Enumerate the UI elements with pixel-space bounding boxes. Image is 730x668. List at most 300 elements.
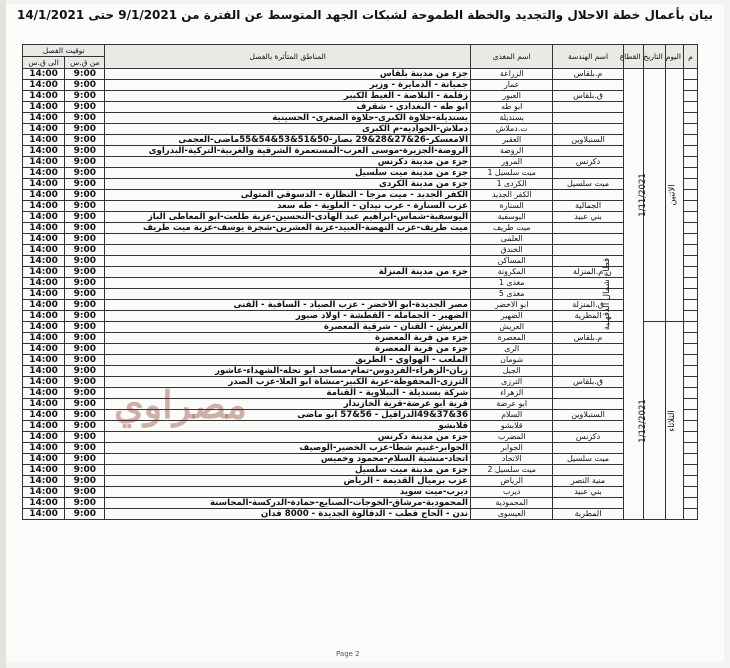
row-index-cell [683,179,697,190]
areas-cell [105,278,471,289]
feeder-cell: عمار [471,80,553,91]
row-index-cell [683,278,697,289]
feeder-cell: الكفر الجديد [471,190,553,201]
time-from-cell: 9:00 [65,355,105,366]
engineering-cell [553,278,623,289]
table-row [23,333,698,344]
row-index-cell [683,91,697,102]
feeder-cell: المعصرة [471,333,553,344]
row-index-cell [683,212,697,223]
areas-cell: شركة بسنديلة - البيلاوية - القنامة [105,388,471,399]
time-from-cell: 9:00 [65,278,105,289]
time-from-cell: 9:00 [65,245,105,256]
areas-cell: جزء من مدينة دكرنس [105,157,471,168]
time-to-cell: 14:00 [23,267,65,278]
row-index-cell [683,113,697,124]
feeder-cell: مغذى 5 [471,289,553,300]
time-from-cell: 9:00 [65,498,105,509]
time-from-cell: 9:00 [65,399,105,410]
table-row [23,234,698,245]
time-from-cell: 9:00 [65,135,105,146]
engineering-cell [553,80,623,91]
time-to-cell: 14:00 [23,421,65,432]
time-from-cell: 9:00 [65,69,105,80]
time-from-cell: 9:00 [65,179,105,190]
time-from-cell: 9:00 [65,454,105,465]
areas-cell: ديرب-ميت سويد [105,487,471,498]
feeder-cell: السلام [471,410,553,421]
areas-cell [105,245,471,256]
areas-cell: عزب برميال القديمة - الرياض [105,476,471,487]
row-index-cell [683,399,697,410]
header-date: التاريخ [643,45,665,69]
time-to-cell: 14:00 [23,80,65,91]
time-to-cell: 14:00 [23,399,65,410]
feeder-cell: ابو عرضة [471,399,553,410]
time-from-cell: 9:00 [65,476,105,487]
row-index-cell [683,300,697,311]
time-to-cell: 14:00 [23,410,65,421]
engineering-cell: م.المنزلة [553,267,623,278]
feeder-cell: ابو طه [471,102,553,113]
engineering-cell: م.بلقاس [553,69,623,80]
engineering-cell: السنبلاوين [553,135,623,146]
row-index-cell [683,201,697,212]
row-index-cell [683,146,697,157]
time-to-cell: 14:00 [23,113,65,124]
engineering-cell [553,355,623,366]
areas-cell: دملاش-الجواديه-م الكبرى [105,124,471,135]
time-to-cell: 14:00 [23,355,65,366]
table-row [23,212,698,223]
time-to-cell: 14:00 [23,333,65,344]
feeder-cell: الخندق [471,245,553,256]
time-from-cell: 9:00 [65,91,105,102]
feeder-cell: اليوسفية [471,212,553,223]
feeder-cell: العبور [471,91,553,102]
row-index-cell [683,476,697,487]
areas-cell: جزء من قرية المعصرة [105,344,471,355]
time-to-cell: 14:00 [23,388,65,399]
engineering-cell [553,421,623,432]
engineering-cell [553,443,623,454]
schedule-body [23,69,698,520]
table-row [23,454,698,465]
row-index-cell [683,355,697,366]
engineering-cell [553,234,623,245]
row-index-cell [683,454,697,465]
header-from: من ق.س [65,57,105,69]
engineering-cell [553,388,623,399]
feeder-cell: المساكن [471,256,553,267]
row-index-cell [683,333,697,344]
engineering-cell: بني عبيد [553,212,623,223]
areas-cell [105,256,471,267]
areas-cell: الامعسكر-26&27&28&29 بصار-50&51&53&54&55ماضى-العجمى [105,135,471,146]
feeder-cell: مغذى 1 [471,278,553,289]
time-to-cell: 14:00 [23,498,65,509]
areas-cell: العريش - القنان - شرقية المعصرة [105,322,471,333]
table-row [23,366,698,377]
time-to-cell: 14:00 [23,476,65,487]
time-from-cell: 9:00 [65,146,105,157]
table-row [23,245,698,256]
table-row [23,344,698,355]
time-to-cell: 14:00 [23,157,65,168]
time-from-cell: 9:00 [65,223,105,234]
table-row [23,146,698,157]
time-from-cell: 9:00 [65,267,105,278]
time-from-cell: 9:00 [65,168,105,179]
row-index-cell [683,234,697,245]
table-row [23,179,698,190]
engineering-cell [553,498,623,509]
time-to-cell: 14:00 [23,168,65,179]
time-from-cell: 9:00 [65,333,105,344]
engineering-cell: ميت سلسيل [553,454,623,465]
engineering-cell: دكرنس [553,432,623,443]
feeder-cell: العيسوى [471,509,553,520]
row-index-cell [683,80,697,91]
time-from-cell: 9:00 [65,388,105,399]
row-index-cell [683,432,697,443]
feeder-cell: شومان [471,355,553,366]
areas-cell: اليوسفية-شماس-ابراهيم عبد الهادى-التحسين-عزبة طلعت-ابو المعاطى الباز [105,212,471,223]
table-row [23,113,698,124]
feeder-cell: ميت طريف [471,223,553,234]
time-to-cell: 14:00 [23,135,65,146]
time-to-cell: 14:00 [23,190,65,201]
row-index-cell [683,245,697,256]
table-row [23,69,698,80]
feeder-cell: الكردى 1 [471,179,553,190]
row-index-cell [683,157,697,168]
time-to-cell: 14:00 [23,179,65,190]
row-index-cell [683,102,697,113]
table-row [23,443,698,454]
feeder-cell: العقبر [471,135,553,146]
table-row [23,168,698,179]
areas-cell: اتحاد-منشية السلام-محمود وخميس [105,454,471,465]
feeder-cell: ديرب [471,487,553,498]
table-row [23,498,698,509]
time-to-cell: 14:00 [23,234,65,245]
header-engineering: اسم الهندسة [553,45,623,69]
table-row [23,256,698,267]
areas-cell: الضهير - الجمامله - القطشة - اولاد صبور [105,311,471,322]
table-row [23,509,698,520]
areas-cell: جزء من مدينة ميت سلسيل [105,168,471,179]
engineering-cell [553,399,623,410]
table-row [23,311,698,322]
feeder-cell: قلابشو [471,421,553,432]
areas-cell: جزء من مدينة ميت سلسيل [105,465,471,476]
feeder-cell: الزهراء [471,388,553,399]
time-to-cell: 14:00 [23,124,65,135]
table-row [23,432,698,443]
engineering-cell: السنبلاوين [553,410,623,421]
row-index-cell [683,289,697,300]
areas-cell: ابو طه - البغدادي - شقرف [105,102,471,113]
time-from-cell: 9:00 [65,487,105,498]
header-time-group: توقيت الفصل [23,45,105,57]
engineering-cell [553,102,623,113]
time-from-cell: 9:00 [65,256,105,267]
schedule-table-wrapper [22,44,698,644]
feeder-cell: الاتحاد [471,454,553,465]
feeder-cell: المضرب [471,432,553,443]
engineering-cell: بني عبيد [553,487,623,498]
engineering-cell: منية النصر [553,476,623,487]
table-row [23,91,698,102]
engineering-cell [553,190,623,201]
header-idx: م [683,45,697,69]
time-from-cell: 9:00 [65,509,105,520]
watermark-logo: مصراوي [114,382,247,427]
table-row [23,102,698,113]
engineering-cell: م.بلقاس [553,333,623,344]
row-index-cell [683,267,697,278]
time-to-cell: 14:00 [23,322,65,333]
day-cell [665,69,683,322]
table-row [23,278,698,289]
areas-cell: زقلمة - البلاصة - الغيط الكبير [105,91,471,102]
engineering-cell: ميت سلسيل [553,179,623,190]
time-from-cell: 9:00 [65,124,105,135]
time-to-cell: 14:00 [23,223,65,234]
engineering-cell [553,168,623,179]
date-label: 1/11/2021 [638,173,649,217]
areas-cell: قرية ابو عرضة-قرية الخازندار [105,399,471,410]
time-to-cell: 14:00 [23,454,65,465]
areas-cell: ميت طريف-عزب النهضة-العبيد-عزبة العشرين-شجرة يوسف-عزبة ميت طريف [105,223,471,234]
engineering-cell: المطرية [553,509,623,520]
engineering-cell: المطرية [553,311,623,322]
table-row [23,80,698,91]
time-from-cell: 9:00 [65,377,105,388]
time-from-cell: 9:00 [65,80,105,91]
row-index-cell [683,377,697,388]
row-index-cell [683,443,697,454]
day-cell [665,322,683,520]
date-label: 1/12/2021 [638,398,649,443]
time-from-cell: 9:00 [65,432,105,443]
row-index-cell [683,322,697,333]
row-index-cell [683,135,697,146]
table-row [23,267,698,278]
time-from-cell: 9:00 [65,102,105,113]
row-index-cell [683,311,697,322]
engineering-cell: الجمالية [553,201,623,212]
feeder-cell: الضهير [471,311,553,322]
time-from-cell: 9:00 [65,234,105,245]
table-row [23,157,698,168]
areas-cell: الجوابر-غنيم شطا-عزب الخضير-الوصيف [105,443,471,454]
areas-cell: الترزى-المحفوظة-عزبة الكبير-منشاة ابو العلا-عزب الصدر [105,377,471,388]
areas-cell: زيان-الزهراء-الفردوس-تمام-مساجد ابو تحله-الشهداء-عاشور [105,366,471,377]
time-from-cell: 9:00 [65,465,105,476]
sector-cell [601,69,643,520]
schedule-table [22,44,698,520]
table-row [23,135,698,146]
row-index-cell [683,168,697,179]
engineering-cell [553,124,623,135]
day-label: الثلاثاء [667,409,678,432]
engineering-cell [553,245,623,256]
feeder-cell: العلمى [471,234,553,245]
row-index-cell [683,421,697,432]
areas-cell: الملعب - الهواوي - الطريق [105,355,471,366]
table-row [23,124,698,135]
areas-cell: الكفر الجديد - ميت مرجا - النظارة - الدسوقي المتولى [105,190,471,201]
sector-label: قطاع شمال الدقهلية [601,257,612,331]
feeder-cell: الروضة [471,146,553,157]
areas-cell [105,289,471,300]
time-from-cell: 9:00 [65,212,105,223]
time-from-cell: 9:00 [65,300,105,311]
engineering-cell [553,223,623,234]
areas-cell: قلابشو [105,421,471,432]
row-index-cell [683,366,697,377]
time-to-cell: 14:00 [23,212,65,223]
areas-cell: الروضة-الجزيرة-موسى العرب-المستعمرة الشرقية والغربية-التركية-البدراوى [105,146,471,157]
areas-cell: 36&37&49الدراقيل - 56&57 ابو ماضى [105,410,471,421]
time-from-cell: 9:00 [65,443,105,454]
time-to-cell: 14:00 [23,256,65,267]
row-index-cell [683,509,697,520]
table-row [23,476,698,487]
engineering-cell: ق.بلقاس [553,377,623,388]
feeder-cell: ميت سلسيل 1 [471,168,553,179]
feeder-cell: ابو الاخضر [471,300,553,311]
time-from-cell: 9:00 [65,344,105,355]
row-index-cell [683,124,697,135]
areas-cell: جزء من مدينة دكرنس [105,432,471,443]
feeder-cell: الرياض [471,476,553,487]
header-areas: المناطق المتأثرة بالفصل [105,45,471,69]
table-row [23,355,698,366]
areas-cell: جزء من مدينة المنزلة [105,267,471,278]
engineering-cell [553,256,623,267]
time-from-cell: 9:00 [65,311,105,322]
engineering-cell [553,146,623,157]
page-footer: Page 2 [336,650,360,658]
feeder-cell: السنارة [471,201,553,212]
feeder-cell: الجيل [471,366,553,377]
time-to-cell: 14:00 [23,344,65,355]
time-to-cell: 14:00 [23,377,65,388]
time-from-cell: 9:00 [65,201,105,212]
time-to-cell: 14:00 [23,432,65,443]
row-index-cell [683,388,697,399]
areas-cell: جزء من قرية المعصرة [105,333,471,344]
header-sector: القطاع [623,45,643,69]
feeder-cell: الرى [471,344,553,355]
areas-cell: مصر الجديدة-ابو الاخضر - عزب الصياد - السافية - القنى [105,300,471,311]
row-index-cell [683,498,697,509]
time-to-cell: 14:00 [23,311,65,322]
table-row [23,487,698,498]
header-to: الى ق.س [23,57,65,69]
feeder-cell: المرور [471,157,553,168]
header-feeder: اسم المغذى [471,45,553,69]
feeder-cell: الجوابر [471,443,553,454]
row-index-cell [683,256,697,267]
table-row [23,223,698,234]
feeder-cell: ميت سلسيل 2 [471,465,553,476]
engineering-cell [553,113,623,124]
row-index-cell [683,410,697,421]
table-row [23,322,698,333]
feeder-cell: العريش [471,322,553,333]
engineering-cell [553,465,623,476]
row-index-cell [683,344,697,355]
areas-cell: جميانة - الدمايرة - وزير [105,80,471,91]
feeder-cell: المحمودية [471,498,553,509]
header-row [23,45,698,57]
time-to-cell: 14:00 [23,289,65,300]
engineering-cell: ق.بلقاس [553,91,623,102]
time-to-cell: 14:00 [23,487,65,498]
time-to-cell: 14:00 [23,509,65,520]
engineering-cell: دكرنس [553,157,623,168]
time-from-cell: 9:00 [65,366,105,377]
feeder-cell: بسنديلة [471,113,553,124]
feeder-cell: الزراعة [471,69,553,80]
time-to-cell: 14:00 [23,245,65,256]
row-index-cell [683,69,697,80]
areas-cell: المحمودية-مرشاق-الخوجات-الصنايع-حمادة-الدركسة-المحاسنة [105,498,471,509]
table-row [23,201,698,212]
row-index-cell [683,487,697,498]
areas-cell: بسنديلة-حلاوة الكبرى-حلاوة الصغرى- الحسينية [105,113,471,124]
time-to-cell: 14:00 [23,278,65,289]
time-to-cell: 14:00 [23,91,65,102]
areas-cell: عزب السنارة - عرب نيدان - العلوية - طه سعد [105,201,471,212]
time-from-cell: 9:00 [65,190,105,201]
time-to-cell: 14:00 [23,465,65,476]
time-from-cell: 9:00 [65,113,105,124]
areas-cell: جزء من مدينة الكردى [105,179,471,190]
time-from-cell: 9:00 [65,289,105,300]
row-index-cell [683,190,697,201]
table-row [23,465,698,476]
table-row [23,300,698,311]
time-from-cell: 9:00 [65,410,105,421]
engineering-cell: ق.المنزلة [553,300,623,311]
time-to-cell: 14:00 [23,146,65,157]
areas-cell: جزء من مدينة بلقاس [105,69,471,80]
time-to-cell: 14:00 [23,443,65,454]
document-title: بيان بأعمال خطة الاحلال والتجديد والخطة الطموحة لشبكات الجهد المتوسط عن الفترة من 9/1/2021 حتى 14/1/2021 [16,8,714,22]
time-from-cell: 9:00 [65,421,105,432]
feeder-cell: الترزى [471,377,553,388]
engineering-cell [553,344,623,355]
header-day: اليوم [665,45,683,69]
time-to-cell: 14:00 [23,69,65,80]
time-from-cell: 9:00 [65,322,105,333]
row-index-cell [683,223,697,234]
areas-cell: ندن - الحاج قطب - الدقالوة الجديدة - 8000 فدان [105,509,471,520]
document-sheet [6,4,724,662]
feeder-cell: ت.دملاش [471,124,553,135]
time-to-cell: 14:00 [23,201,65,212]
day-label: الاثنين [667,184,678,206]
table-row [23,190,698,201]
areas-cell [105,234,471,245]
row-index-cell [683,465,697,476]
table-row [23,289,698,300]
